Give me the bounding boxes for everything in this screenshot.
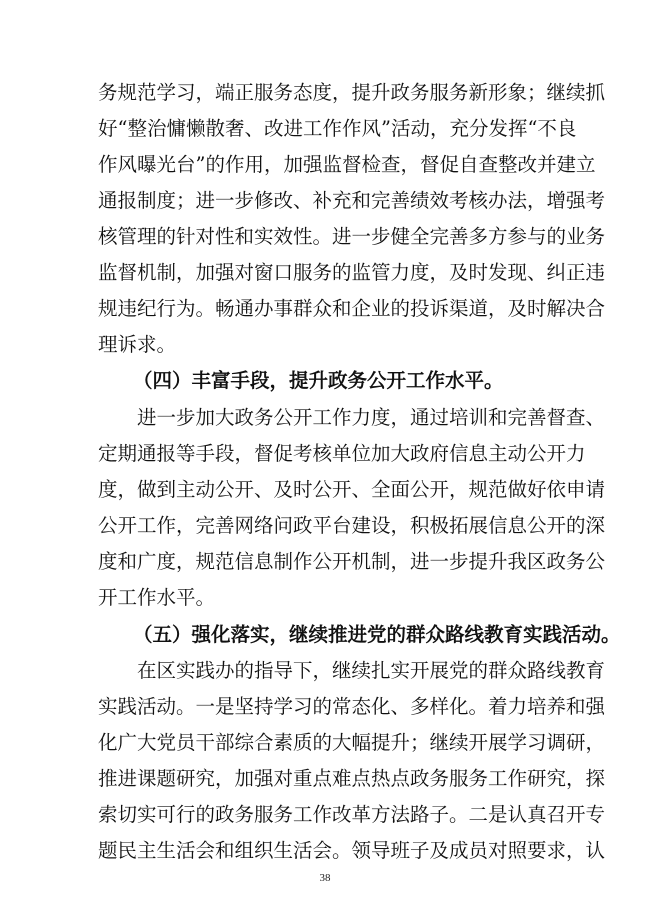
body-line: 作风曝光台”的作用，加强监督检查，督促自查整改并建立 [98, 153, 596, 176]
body-line: 实践活动。一是坚持学习的常态化、多样化。着力培养和强 [98, 695, 606, 718]
body-line: 推进课题研究，加强对重点难点热点政务服务工作研究，探 [98, 767, 606, 790]
body-line: 定期通报等手段，督促考核单位加大政府信息主动公开力 [98, 442, 586, 465]
page-number: 38 [319, 872, 331, 884]
body-line: 公开工作，完善网络问政平台建设，积极拓展信息公开的深 [98, 514, 606, 537]
body-line: 通报制度；进一步修改、补充和完善绩效考核办法，增强考 [98, 189, 606, 212]
body-line: 核管理的针对性和实效性。进一步健全完善多方参与的业务 [98, 225, 606, 248]
body-line: 理诉求。 [98, 333, 177, 356]
body-line: 进一步加大政务公开工作力度，通过培训和完善督查、 [137, 406, 606, 429]
body-line: 度，做到主动公开、及时公开、全面公开，规范做好依申请 [98, 478, 606, 501]
body-line: 务规范学习，端正服务态度，提升政务服务新形象；继续抓 [98, 81, 606, 104]
body-line: 化广大党员干部综合素质的大幅提升；继续开展学习调研， [98, 731, 606, 754]
section-heading: （四）丰富手段，提升政务公开工作水平。 [133, 369, 504, 392]
body-line: 监督机制，加强对窗口服务的监管力度，及时发现、纠正违 [98, 261, 606, 284]
body-line: 开工作水平。 [98, 586, 216, 609]
section-heading: （五）强化落实，继续推进党的群众路线教育实践活动。 [133, 623, 621, 646]
body-line: 度和广度，规范信息制作公开机制，进一步提升我区政务公 [98, 550, 606, 573]
body-line: 好“整治慵懒散奢、改进工作作风”活动，充分发挥“不良 [98, 117, 577, 140]
body-line: 规违纪行为。畅通办事群众和企业的投诉渠道，及时解决合 [98, 297, 606, 320]
body-line: 在区实践办的指导下，继续扎实开展党的群众路线教育 [137, 659, 606, 682]
body-line: 题民主生活会和组织生活会。领导班子及成员对照要求，认 [98, 839, 606, 862]
body-line: 索切实可行的政务服务工作改革方法路子。二是认真召开专 [98, 803, 606, 826]
